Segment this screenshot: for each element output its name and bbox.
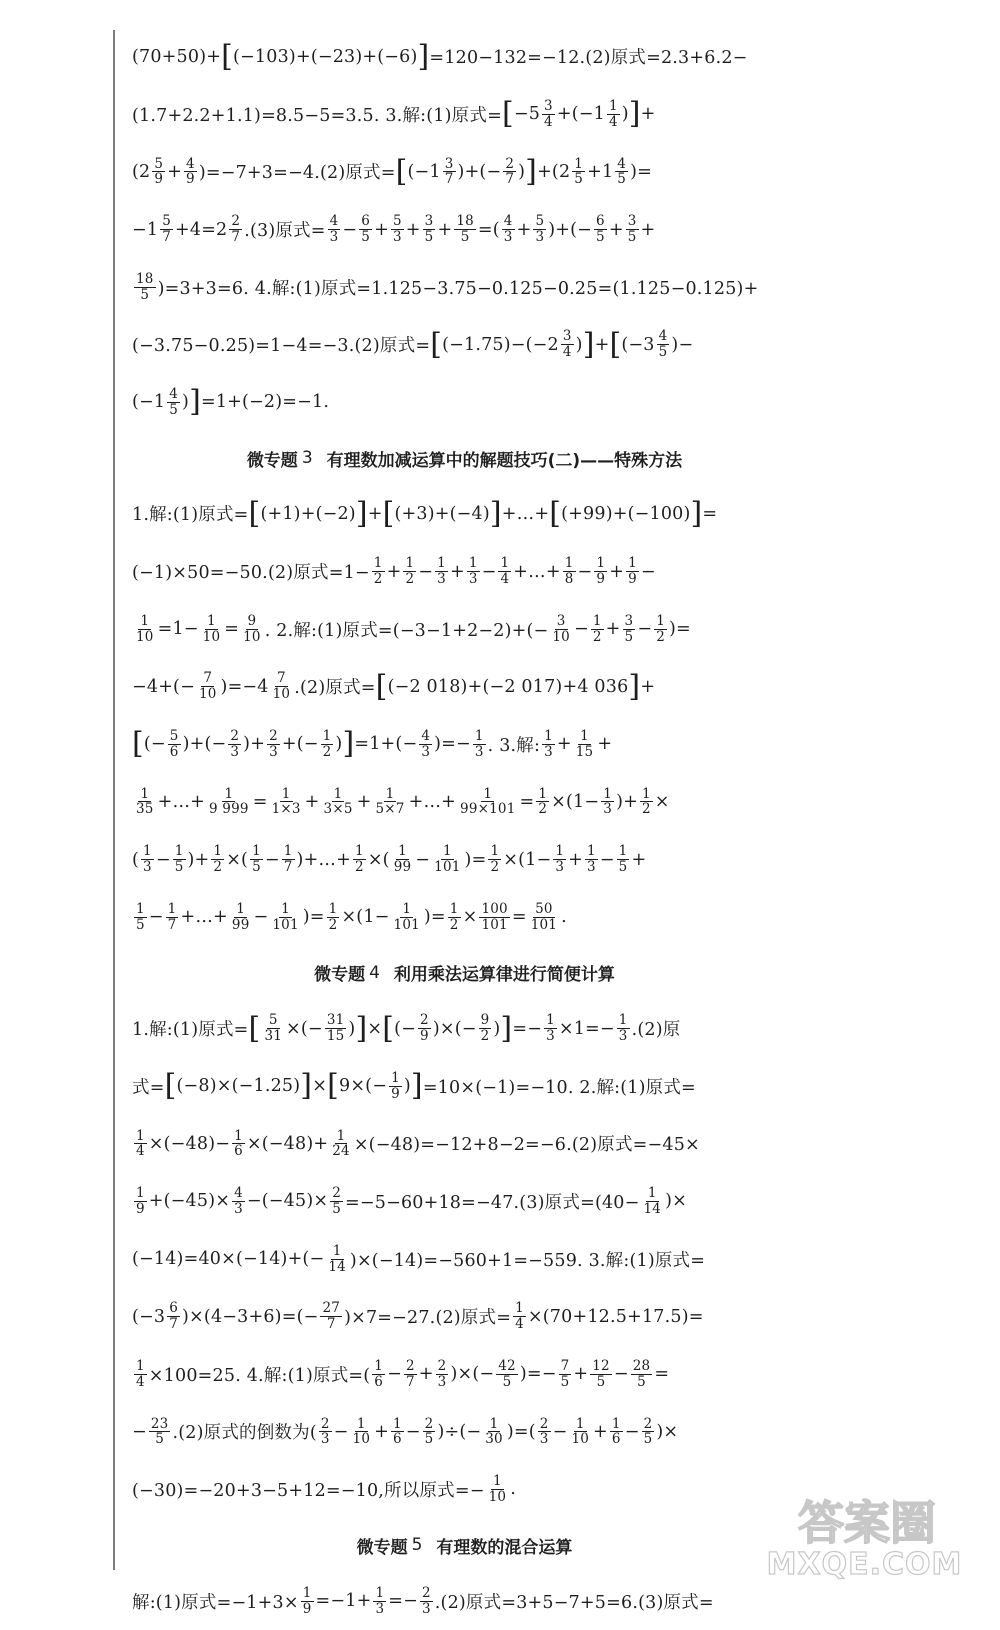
text-line: 1.解:(1)原式= [ $\frac{5}{31}$ ×(− $\frac{31}{15}$ ) ] × [ (− $\frac{2}{9}$ )×(− $\frac{9}{2}$ ) ] =− $\frac{1}{3}$ ×1=− $\frac{1}{3}$ .(2)原 [132,1010,681,1046]
text-line: (−1 $\frac{4}{5}$ ) ] =1+(−2)=−1. [132,384,330,420]
text-line: $\frac{1}{35}$ +…+ $\frac{1}{9 999}$ = $\frac{1}{1\times 3}$ + $\frac{1}{3\times 5}$ + $\frac{1}{5\times 7}$ +…+ $\frac{1}{99\times 101}$ = $\frac{1}{2}$ ×(1− $\frac{1}{3}$ )+ $\frac{1}{2}$ × [136,785,670,818]
text-line: (−1)×50=−50.(2)原式=1− $\frac{1}{2}$ + $\frac{1}{2}$ − $\frac{1}{3}$ + $\frac{1}{3}$ − $\frac{1}{4}$ +…+ $\frac{1}{8}$ − $\frac{1}{9}$ + $\frac{1}{9}$ − [132,555,656,588]
text-line: $\frac{1}{4}$ ×100=25. 4.解:(1)原式=( $\frac{1}{6}$ − $\frac{2}{7}$ + $\frac{2}{3}$ )×(− $\frac{42}{5}$ )=− $\frac{7}{5}$ + $\frac{12}{5}$ − $\frac{28}{5}$ = [136,1357,670,1390]
text-line: (−3.75−0.25)=1−4=−3.(2)原式= [ (−1.75)−(−2 $\frac{3}{4}$ ) ] + [ (−3 $\frac{4}{5}$ )− [132,326,694,362]
section-heading: 微专题 5 有理数的混合运算 [356,1535,573,1558]
text-line: 式= [ (−8)×(−1.25) ] × [ 9×(− $\frac{1}{9}$ ) ] =10×(−1)=−10. 2.解:(1)原式= [132,1068,696,1104]
text-line: $\frac{1}{10}$ =1− $\frac{1}{10}$ = $\frac{9}{10}$ . 2.解:(1)原式=(−3−1+2−2)+(− $\frac{3}{10}$ − $\frac{1}{2}$ + $\frac{3}{5}$ − $\frac{1}{2}$ )= [136,612,691,645]
text-line: $\frac{18}{5}$ )=3+3=6. 4.解:(1)原式=1.125−3.75−0.125−0.25=(1.125−0.125)+ [136,270,759,303]
text-line: −1 $\frac{5}{7}$ +4=2 $\frac{2}{7}$ .(3)原式= $\frac{4}{3}$ − $\frac{6}{5}$ + $\frac{5}{3}$ + $\frac{3}{5}$ + $\frac{18}{5}$ =( $\frac{4}{3}$ + $\frac{5}{3}$ )+(− $\frac{6}{5}$ + $\frac{3}{5}$ + [132,213,656,246]
text-line: $\frac{1}{5}$ − $\frac{1}{7}$ +…+ $\frac{1}{99}$ − $\frac{1}{101}$ )= $\frac{1}{2}$ ×(1− $\frac{1}{101}$ )= $\frac{1}{2}$ × $\frac{100}{101}$ = $\frac{50}{101}$ . [136,900,567,933]
answer-text [132,28,797,1630]
section-heading: 微专题 4 利用乘法运算律进行简便计算 [314,962,615,986]
text-line: ( $\frac{1}{3}$ − $\frac{1}{5}$ )+ $\frac{1}{2}$ ×( $\frac{1}{5}$ − $\frac{1}{7}$ )+…+ $\frac{1}{2}$ ×( $\frac{1}{99}$ − $\frac{1}{101}$ )= $\frac{1}{2}$ ×(1− $\frac{1}{3}$ + $\frac{1}{3}$ − $\frac{1}{5}$ + [132,843,647,876]
text-line: (−3 $\frac{6}{7}$ )×(4−3+6)=(− $\frac{27}{7}$ )×7=−27.(2)原式= $\frac{1}{4}$ ×(70+12.5+17.5)= [132,1300,704,1333]
text-line: (−30)=−20+3−5+12=−10,所以原式=− $\frac{1}{10}$ . [132,1473,516,1505]
text-line: 解:(1)原式=−1+3× $\frac{1}{9}$ =−1+ $\frac{1}{3}$ =− $\frac{2}{3}$ .(2)原式=3+5−7+5=6.(3)原式= [132,1584,714,1617]
text-line: (70+50)+ [ (−103)+(−23)+(−6) ] =120−132=−12.(2)原式=2.3+6.2− [132,38,748,74]
text-line: [ (− $\frac{5}{6}$ )+(− $\frac{2}{3}$ )+ $\frac{2}{3}$ +(− $\frac{1}{2}$ ) ] =1+(− $\frac{4}{3}$ )=− $\frac{1}{3}$ . 3.解: $\frac{1}{3}$ + $\frac{1}{15}$ + [132,726,613,762]
watermark-domain: MXQE.COM [766,1547,963,1582]
text-line: (1.7+2.2+1.1)=8.5−5=3.5. 3.解:(1)原式= [ −5 $\frac{3}{4}$ +(−1 $\frac{1}{4}$ ) ] + [132,96,656,132]
text-line: $\frac{1}{9}$ +(−45)× $\frac{4}{3}$ −(−45)× $\frac{2}{5}$ =−5−60+18=−47.(3)原式=(40− $\frac{1}{14}$ )× [136,1185,687,1217]
site-watermark [757,1487,972,1582]
text-line: 1.解:(1)原式= [ (+1)+(−2) ] + [ (+3)+(−4) ] +…+ [ (+99)+(−100) ] = [132,495,718,531]
text-line: (2 $\frac{5}{9}$ + $\frac{4}{9}$ )=−7+3=−4.(2)原式= [ (−1 $\frac{3}{7}$ )+(− $\frac{2}{7}$ ) ] +(2 $\frac{1}{5}$ +1 $\frac{4}{5}$ )= [132,153,652,189]
text-line: (−14)=40×(−14)+(− $\frac{1}{14}$ )×(−14)=−560+1=−559. 3.解:(1)原式= [132,1242,706,1275]
text-line: $\frac{1}{4}$ ×(−48)− $\frac{1}{6}$ ×(−48)+ $\frac{1}{24}$ ×(−48)=−12+8−2=−6.(2)原式=−45× [136,1127,700,1160]
margin-rule [113,30,115,1570]
text-line: −4+(− $\frac{7}{10}$ )=−4 $\frac{7}{10}$ .(2)原式= [ (−2 018)+(−2 017)+4 036 ] + [132,668,656,704]
text-line: − $\frac{23}{5}$ .(2)原式的倒数为( $\frac{2}{3}$ − $\frac{1}{10}$ + $\frac{1}{6}$ − $\frac{2}{5}$ )÷(− $\frac{1}{30}$ )=( $\frac{2}{3}$ − $\frac{1}{10}$ + $\frac{1}{6}$ − $\frac{2}{5}$ )× [132,1415,679,1448]
section-heading: 微专题 3 有理数加减运算中的解题技巧(二)——特殊方法 [246,448,683,471]
watermark-logo: 答案圈 [798,1496,936,1550]
